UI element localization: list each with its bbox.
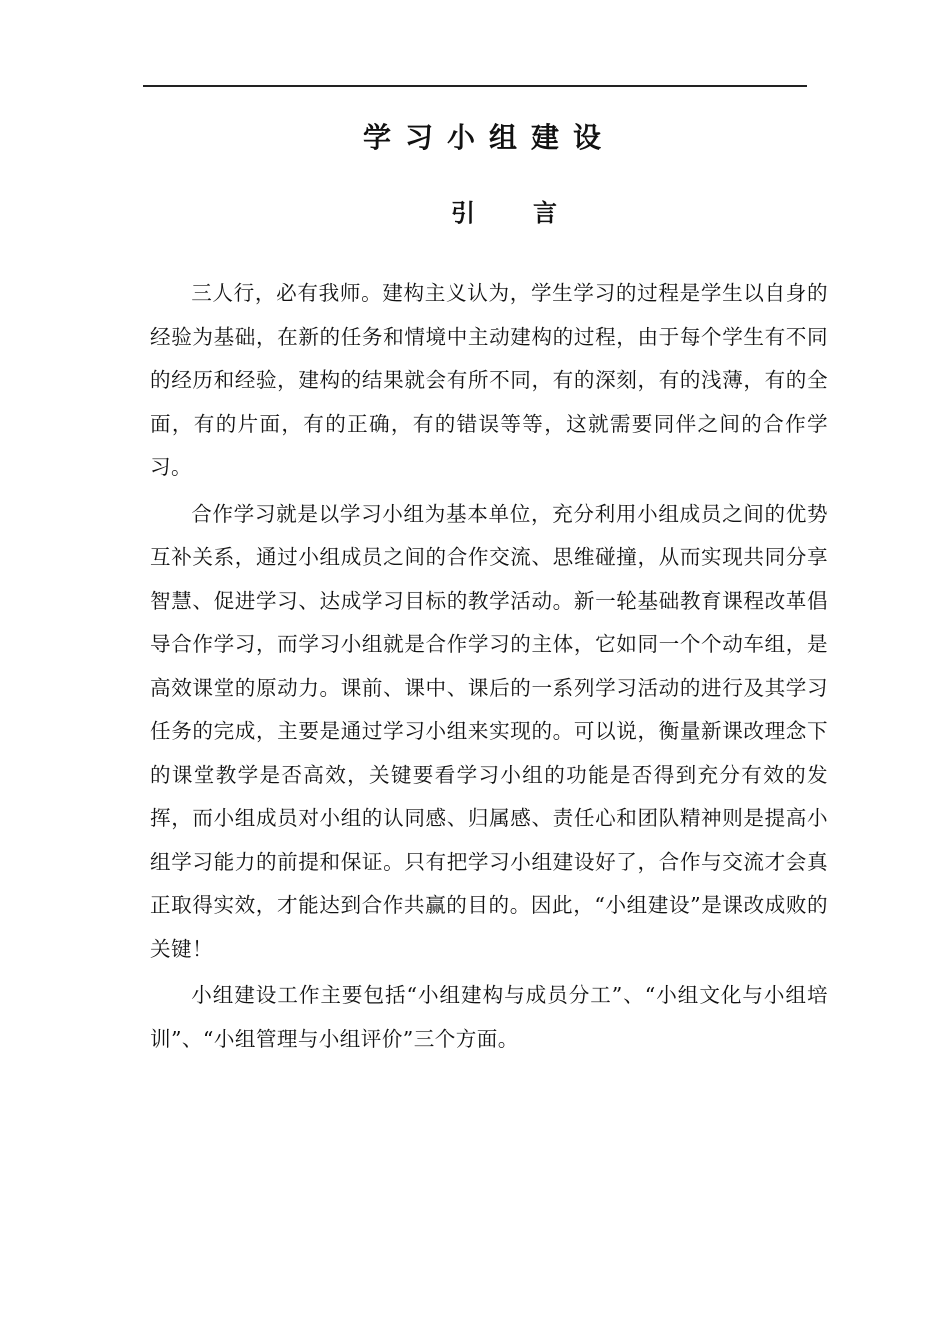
paragraph-3: 小组建设工作主要包括“小组建构与成员分工”、“小组文化与小组培训”、“小组管理与小组评价”三个方面。 — [150, 983, 828, 1051]
paragraph-1: 三人行，必有我师。建构主义认为，学生学习的过程是学生以自身的经验为基础，在新的任务和情境中主动建构的过程，由于每个学生有不同的经历和经验，建构的结果就会有所不同，有的深刻，有的浅薄，有的全面，有的片面，有的正确，有的错误等等，这就需要同伴之间的合作学习。 — [150, 281, 828, 479]
document-title: 学习小组建设 — [362, 121, 615, 154]
section-heading-introduction: 引言 — [451, 199, 615, 227]
body-text — [150, 272, 828, 1064]
header-rule — [143, 85, 807, 87]
paragraph-2: 合作学习就是以学习小组为基本单位，充分利用小组成员之间的优势互补关系，通过小组成员之间的合作交流、思维碰撞，从而实现共同分享智慧、促进学习、达成学习目标的教学活动。新一轮基础教育课程改革倡导合作学习，而学习小组就是合作学习的主体，它如同一个个动车组，是高效课堂的原动力。课前、课中、课后的一系列学习活动的进行及其学习任务的完成，主要是通过学习小组来实现的。可以说，衡量新课改理念下的课堂教学是否高效，关键要看学习小组的功能是否得到充分有效的发挥，而小组成员对小组的认同感、归属感、责任心和团队精神则是提高小组学习能力的前提和保证。只有把学习小组建设好了，合作与交流才会真正取得实效，才能达到合作共赢的目的。因此，“小组建设”是课改成败的关键！ — [150, 501, 828, 961]
